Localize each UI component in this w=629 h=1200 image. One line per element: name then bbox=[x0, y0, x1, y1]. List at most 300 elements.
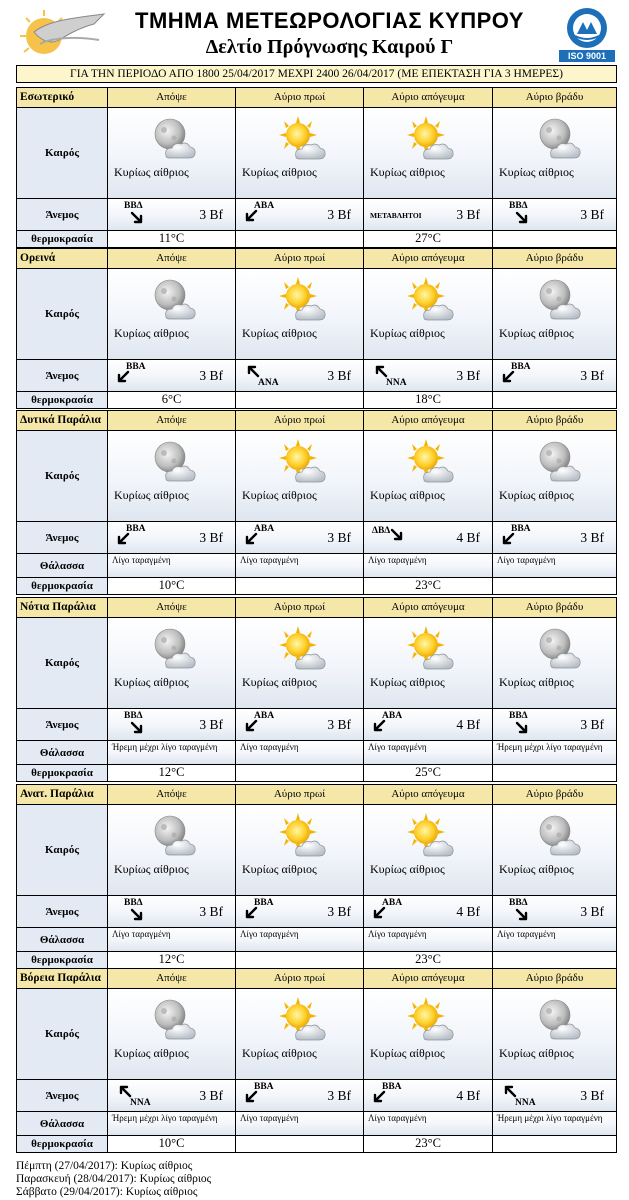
wind-arrow-icon bbox=[130, 721, 146, 737]
temperature-value: 23°C bbox=[415, 1136, 441, 1150]
sea-state: Λίγο ταραγμένη bbox=[368, 929, 427, 939]
sea-state: Λίγο ταραγμένη bbox=[497, 555, 556, 565]
wind-row bbox=[17, 709, 616, 741]
wind-force: 4 Bf bbox=[456, 717, 480, 732]
wind-arrow-icon bbox=[499, 532, 515, 548]
wind-force: 3 Bf bbox=[327, 530, 351, 545]
temperature-cell bbox=[108, 1136, 236, 1152]
wind-direction: ΔΒΔ bbox=[372, 526, 391, 536]
wind-force: 3 Bf bbox=[199, 717, 223, 732]
sea-cell bbox=[364, 741, 493, 764]
wind-force: 3 Bf bbox=[327, 904, 351, 919]
wind-cell bbox=[236, 522, 364, 553]
wind-force: 3 Bf bbox=[327, 207, 351, 222]
temperature-cell bbox=[108, 952, 236, 968]
weather-label: Καιρός bbox=[17, 989, 108, 1079]
wind-cell bbox=[108, 360, 236, 391]
wind-force: 3 Bf bbox=[580, 530, 604, 545]
weather-row bbox=[17, 805, 616, 896]
temperature-cell bbox=[493, 231, 616, 247]
weather-cell bbox=[364, 989, 493, 1079]
wind-cell bbox=[364, 709, 493, 740]
wind-direction: ΒΒΑ bbox=[126, 362, 146, 372]
forecast-period: ΓΙΑ ΤΗΝ ΠΕΡΙΟΔΟ ΑΠΟ 1800 25/04/2017 ΜΕΧΡΙ 2400 26/04/2017 (ΜΕ ΕΠΕΚΤΑΣΗ ΓΙΑ 3 ΗΜΕΡΕΣ) bbox=[16, 65, 617, 83]
sea-row bbox=[17, 928, 616, 952]
wind-cell bbox=[364, 896, 493, 927]
temperature-row bbox=[17, 231, 616, 247]
temperature-value: 18°C bbox=[415, 392, 441, 406]
period-header: Αύριο πρωί bbox=[236, 598, 364, 617]
iso-label: ISO 9001 bbox=[559, 50, 615, 62]
sea-state: Λίγο ταραγμένη bbox=[112, 929, 171, 939]
temperature-row bbox=[17, 952, 616, 968]
weather-cell bbox=[108, 431, 236, 521]
sea-state: Ήρεμη μέχρι λίγο ταραγμένη bbox=[497, 742, 603, 752]
wind-arrow-icon bbox=[370, 906, 386, 922]
sea-cell bbox=[236, 928, 364, 951]
temperature-value: 10°C bbox=[158, 1136, 185, 1150]
temperature-label: θερμοκρασία bbox=[17, 578, 108, 594]
weather-cell bbox=[236, 431, 364, 521]
weather-cell bbox=[364, 431, 493, 521]
temperature-row bbox=[17, 578, 616, 594]
temperature-cell bbox=[108, 765, 236, 781]
outlook-line: Παρασκευή (28/04/2017): Κυρίως αίθριος bbox=[16, 1173, 212, 1185]
wind-arrow-icon bbox=[114, 532, 130, 548]
wind-cell bbox=[364, 1080, 493, 1111]
wind-row bbox=[17, 1080, 616, 1112]
wind-cell bbox=[493, 709, 616, 740]
wind-force: 3 Bf bbox=[456, 207, 480, 222]
weather-text: Κυρίως αίθριος bbox=[499, 675, 574, 689]
section-1 bbox=[16, 248, 617, 409]
weather-text: Κυρίως αίθριος bbox=[370, 326, 445, 340]
temperature-cell bbox=[236, 952, 364, 968]
period-header: Αύριο απόγευμα bbox=[364, 785, 493, 804]
wind-cell bbox=[493, 199, 616, 230]
wind-cell bbox=[108, 896, 236, 927]
temperature-value: 27°C bbox=[415, 231, 441, 245]
wind-arrow-icon bbox=[242, 1090, 258, 1106]
wind-cell bbox=[108, 199, 236, 230]
weather-text: Κυρίως αίθριος bbox=[370, 165, 445, 179]
wind-label: Άνεμος bbox=[17, 1080, 108, 1111]
temperature-value: 6°C bbox=[161, 392, 182, 406]
wind-arrow-icon bbox=[499, 370, 515, 386]
wind-arrow-icon bbox=[370, 719, 386, 735]
temperature-cell bbox=[364, 578, 493, 594]
weather-text: Κυρίως αίθριος bbox=[499, 1046, 574, 1060]
wind-arrow-icon bbox=[515, 908, 531, 924]
sea-state: Λίγο ταραγμένη bbox=[497, 929, 556, 939]
temperature-cell bbox=[108, 231, 236, 247]
sea-cell bbox=[108, 1112, 236, 1135]
sea-state: Ήρεμη μέχρι λίγο ταραγμένη bbox=[112, 742, 218, 752]
weather-text: Κυρίως αίθριος bbox=[370, 1046, 445, 1060]
wind-direction: ΒΒΔ bbox=[124, 898, 143, 908]
section-header-row bbox=[17, 249, 616, 269]
section-3 bbox=[16, 597, 617, 782]
region-name: Ορεινά bbox=[17, 249, 108, 268]
wind-direction: ΑΝΑ bbox=[258, 378, 279, 388]
wind-force: 4 Bf bbox=[456, 904, 480, 919]
weather-cell bbox=[493, 269, 616, 359]
wind-cell bbox=[364, 522, 493, 553]
period-header: Αύριο βράδυ bbox=[525, 252, 584, 264]
temperature-cell bbox=[236, 231, 364, 247]
wind-direction: ΒΒΑ bbox=[254, 1082, 274, 1092]
wind-force: 3 Bf bbox=[580, 904, 604, 919]
weather-cell bbox=[236, 618, 364, 708]
wind-force: 3 Bf bbox=[199, 368, 223, 383]
weather-label: Καιρός bbox=[17, 269, 108, 359]
section-4 bbox=[16, 784, 617, 969]
sea-cell bbox=[236, 554, 364, 577]
temperature-cell bbox=[364, 231, 493, 247]
wind-cell bbox=[364, 360, 493, 391]
wind-force: 4 Bf bbox=[456, 530, 480, 545]
period-header: Αύριο βράδυ bbox=[525, 972, 584, 984]
wind-direction: ΒΒΔ bbox=[509, 898, 528, 908]
sea-cell bbox=[364, 554, 493, 577]
wind-direction: ΑΒΑ bbox=[382, 711, 403, 721]
sea-state: Ήρεμη μέχρι λίγο ταραγμένη bbox=[112, 1113, 218, 1123]
weather-text: Κυρίως αίθριος bbox=[242, 165, 317, 179]
region-name: Εσωτερικό bbox=[17, 88, 108, 107]
temperature-label: θερμοκρασία bbox=[17, 952, 108, 968]
period-header: Αύριο πρωί bbox=[236, 785, 364, 804]
region-name: Βόρεια Παράλια bbox=[17, 969, 108, 988]
sea-state: Λίγο ταραγμένη bbox=[240, 742, 299, 752]
wind-arrow-icon bbox=[515, 721, 531, 737]
weather-cell bbox=[108, 618, 236, 708]
page-title: ΤΜΗΜΑ ΜΕΤΕΩΡΟΛΟΓΙΑΣ ΚΥΠΡΟΥ bbox=[135, 8, 524, 33]
wind-direction: ΒΒΑ bbox=[511, 524, 531, 534]
weather-text: Κυρίως αίθριος bbox=[114, 675, 189, 689]
weather-cell bbox=[493, 618, 616, 708]
period-header: Αύριο βράδυ bbox=[525, 91, 584, 103]
weather-text: Κυρίως αίθριος bbox=[242, 675, 317, 689]
temperature-label: θερμοκρασία bbox=[17, 1136, 108, 1152]
wind-force: 3 Bf bbox=[327, 717, 351, 732]
wind-cell bbox=[236, 709, 364, 740]
wind-arrow-icon bbox=[370, 1090, 386, 1106]
period-header: Απόψε bbox=[108, 969, 236, 988]
region-name: Νότια Παράλια bbox=[17, 598, 108, 617]
wind-cell bbox=[493, 522, 616, 553]
wind-direction: ΑΒΑ bbox=[382, 898, 403, 908]
period-header: Αύριο βράδυ bbox=[525, 788, 584, 800]
wind-cell bbox=[108, 709, 236, 740]
sea-state: Λίγο ταραγμένη bbox=[368, 555, 427, 565]
sea-state: Λίγο ταραγμένη bbox=[240, 929, 299, 939]
temperature-cell bbox=[493, 765, 616, 781]
wind-direction: ΒΒΔ bbox=[124, 201, 143, 211]
sea-state: Λίγο ταραγμένη bbox=[368, 1113, 427, 1123]
wind-direction: ΝΝΑ bbox=[130, 1098, 151, 1108]
wind-row bbox=[17, 896, 616, 928]
section-header-row bbox=[17, 598, 616, 618]
wind-force: 3 Bf bbox=[580, 717, 604, 732]
weather-cell bbox=[108, 989, 236, 1079]
period-header: Απόψε bbox=[108, 249, 236, 268]
wind-cell bbox=[108, 1080, 236, 1111]
weather-text: Κυρίως αίθριος bbox=[499, 862, 574, 876]
weather-text: Κυρίως αίθριος bbox=[114, 1046, 189, 1060]
sea-cell bbox=[108, 928, 236, 951]
region-name: Ανατ. Παράλια bbox=[17, 785, 108, 804]
weather-cell bbox=[236, 989, 364, 1079]
wind-label: Άνεμος bbox=[17, 896, 108, 927]
period-header: Αύριο πρωί bbox=[236, 88, 364, 107]
weather-cell bbox=[236, 108, 364, 198]
sea-state: Λίγο ταραγμένη bbox=[112, 555, 171, 565]
wind-direction: ΑΒΑ bbox=[254, 524, 275, 534]
sea-cell bbox=[108, 554, 236, 577]
period-header: Αύριο πρωί bbox=[236, 249, 364, 268]
temperature-value: 12°C bbox=[158, 952, 185, 966]
wind-direction: ΒΒΔ bbox=[124, 711, 143, 721]
wind-direction: ΒΒΑ bbox=[382, 1082, 402, 1092]
section-header-row bbox=[17, 969, 616, 989]
iso-logo bbox=[553, 6, 621, 62]
weather-text: Κυρίως αίθριος bbox=[499, 165, 574, 179]
section-0 bbox=[16, 87, 617, 248]
weather-text: Κυρίως αίθριος bbox=[370, 488, 445, 502]
sea-cell bbox=[236, 741, 364, 764]
weather-cell bbox=[493, 431, 616, 521]
wind-cell bbox=[236, 360, 364, 391]
wind-arrow-icon bbox=[372, 362, 388, 378]
weather-cell bbox=[236, 805, 364, 895]
wind-force: 4 Bf bbox=[456, 1088, 480, 1103]
weather-text: Κυρίως αίθριος bbox=[242, 862, 317, 876]
page-subtitle: Δελτίο Πρόγνωσης Καιρού Γ bbox=[205, 36, 454, 58]
wind-direction: ΝΝΑ bbox=[515, 1098, 536, 1108]
wind-direction: ΝΝΑ bbox=[386, 378, 407, 388]
temperature-cell bbox=[236, 1136, 364, 1152]
period-header: Απόψε bbox=[108, 785, 236, 804]
header bbox=[0, 0, 629, 62]
weather-cell bbox=[364, 108, 493, 198]
weather-row bbox=[17, 618, 616, 709]
weather-cell bbox=[108, 805, 236, 895]
temperature-label: θερμοκρασία bbox=[17, 392, 108, 408]
temperature-cell bbox=[236, 578, 364, 594]
temperature-cell bbox=[236, 392, 364, 408]
weather-label: Καιρός bbox=[17, 618, 108, 708]
outlook-line: Σάββατο (29/04/2017): Κυρίως αίθριος bbox=[16, 1186, 198, 1198]
temperature-cell bbox=[493, 392, 616, 408]
temperature-cell bbox=[493, 578, 616, 594]
wind-arrow-icon bbox=[130, 908, 146, 924]
wind-cell bbox=[493, 1080, 616, 1111]
temperature-cell bbox=[364, 1136, 493, 1152]
sea-cell bbox=[493, 554, 616, 577]
wind-label: Άνεμος bbox=[17, 360, 108, 391]
wind-cell bbox=[364, 199, 493, 230]
weather-row bbox=[17, 108, 616, 199]
period-header: Απόψε bbox=[108, 598, 236, 617]
wind-row bbox=[17, 360, 616, 392]
temperature-cell bbox=[108, 392, 236, 408]
sea-cell bbox=[108, 741, 236, 764]
wind-arrow-icon bbox=[242, 532, 258, 548]
weather-cell bbox=[493, 989, 616, 1079]
wind-force: 3 Bf bbox=[199, 1088, 223, 1103]
sea-cell bbox=[493, 928, 616, 951]
wind-arrow-icon bbox=[116, 1082, 132, 1098]
wind-direction: ΒΒΔ bbox=[509, 201, 528, 211]
wind-row bbox=[17, 199, 616, 231]
temperature-label: θερμοκρασία bbox=[17, 231, 108, 247]
temperature-cell bbox=[493, 952, 616, 968]
wind-force: 3 Bf bbox=[580, 207, 604, 222]
wind-arrow-icon bbox=[114, 370, 130, 386]
temperature-value: 25°C bbox=[415, 765, 441, 779]
section-header-row bbox=[17, 411, 616, 431]
weather-text: Κυρίως αίθριος bbox=[114, 165, 189, 179]
sea-cell bbox=[236, 1112, 364, 1135]
weather-text: Κυρίως αίθριος bbox=[499, 488, 574, 502]
sea-label: Θάλασσα bbox=[17, 554, 108, 577]
sea-label: Θάλασσα bbox=[17, 1112, 108, 1135]
wind-cell bbox=[236, 896, 364, 927]
temperature-row bbox=[17, 1136, 616, 1152]
temperature-cell bbox=[236, 765, 364, 781]
weather-cell bbox=[108, 269, 236, 359]
weather-cell bbox=[493, 805, 616, 895]
weather-text: Κυρίως αίθριος bbox=[242, 488, 317, 502]
weather-cell bbox=[364, 269, 493, 359]
wind-cell bbox=[493, 896, 616, 927]
period-header: Αύριο πρωί bbox=[236, 969, 364, 988]
wind-direction: ΒΒΑ bbox=[254, 898, 274, 908]
sea-cell bbox=[364, 1112, 493, 1135]
weather-cell bbox=[493, 108, 616, 198]
temperature-cell bbox=[364, 392, 493, 408]
period-header: Αύριο απόγευμα bbox=[364, 88, 493, 107]
iso-seal-icon bbox=[553, 6, 621, 50]
weather-label: Καιρός bbox=[17, 805, 108, 895]
period-header: Απόψε bbox=[108, 411, 236, 430]
temperature-value: 10°C bbox=[158, 578, 185, 592]
section-header-row bbox=[17, 785, 616, 805]
wind-arrow-icon bbox=[242, 209, 258, 225]
weather-cell bbox=[236, 269, 364, 359]
weather-row bbox=[17, 431, 616, 522]
wind-arrow-icon bbox=[242, 906, 258, 922]
weather-row bbox=[17, 989, 616, 1080]
wind-arrow-icon bbox=[501, 1082, 517, 1098]
weather-text: Κυρίως αίθριος bbox=[370, 862, 445, 876]
wind-force: 3 Bf bbox=[580, 1088, 604, 1103]
wind-direction: ΑΒΑ bbox=[254, 201, 275, 211]
wind-arrow-icon bbox=[130, 211, 146, 227]
sea-state: Ήρεμη μέχρι λίγο ταραγμένη bbox=[497, 1113, 603, 1123]
temperature-row bbox=[17, 765, 616, 781]
period-header: Αύριο βράδυ bbox=[525, 601, 584, 613]
temperature-label: θερμοκρασία bbox=[17, 765, 108, 781]
weather-text: Κυρίως αίθριος bbox=[114, 862, 189, 876]
temperature-row bbox=[17, 392, 616, 408]
sea-row bbox=[17, 554, 616, 578]
period-header: Αύριο πρωί bbox=[236, 411, 364, 430]
temperature-cell bbox=[364, 765, 493, 781]
wind-direction: ΜΕΤΑΒΛΗΤΟΙ bbox=[370, 211, 422, 220]
temperature-value: 11°C bbox=[158, 231, 185, 245]
weather-text: Κυρίως αίθριος bbox=[499, 326, 574, 340]
wind-cell bbox=[108, 522, 236, 553]
wind-direction: ΑΒΑ bbox=[254, 711, 275, 721]
wind-direction: ΒΒΑ bbox=[511, 362, 531, 372]
wind-direction: ΒΒΔ bbox=[509, 711, 528, 721]
sea-state: Λίγο ταραγμένη bbox=[240, 1113, 299, 1123]
weather-row bbox=[17, 269, 616, 360]
period-header: Αύριο απόγευμα bbox=[364, 598, 493, 617]
sea-row bbox=[17, 741, 616, 765]
sea-label: Θάλασσα bbox=[17, 741, 108, 764]
temperature-value: 23°C bbox=[415, 952, 441, 966]
temperature-cell bbox=[108, 578, 236, 594]
period-header: Αύριο απόγευμα bbox=[364, 249, 493, 268]
wind-force: 3 Bf bbox=[327, 1088, 351, 1103]
outlook-line: Πέμπτη (27/04/2017): Κυρίως αίθριος bbox=[16, 1160, 193, 1172]
wind-arrow-icon bbox=[390, 528, 406, 544]
section-header-row bbox=[17, 88, 616, 108]
wind-arrow-icon bbox=[244, 362, 260, 378]
wind-row bbox=[17, 522, 616, 554]
wind-force: 3 Bf bbox=[327, 368, 351, 383]
temperature-cell bbox=[493, 1136, 616, 1152]
wind-label: Άνεμος bbox=[17, 709, 108, 740]
temperature-value: 23°C bbox=[415, 578, 441, 592]
sea-cell bbox=[493, 1112, 616, 1135]
period-header: Αύριο απόγευμα bbox=[364, 411, 493, 430]
wind-force: 3 Bf bbox=[199, 530, 223, 545]
wind-force: 3 Bf bbox=[580, 368, 604, 383]
region-name: Δυτικά Παράλια bbox=[17, 411, 108, 430]
temperature-cell bbox=[364, 952, 493, 968]
wind-force: 3 Bf bbox=[456, 368, 480, 383]
weather-text: Κυρίως αίθριος bbox=[114, 326, 189, 340]
weather-cell bbox=[364, 618, 493, 708]
weather-cell bbox=[364, 805, 493, 895]
period-header: Αύριο απόγευμα bbox=[364, 969, 493, 988]
weather-text: Κυρίως αίθριος bbox=[242, 326, 317, 340]
sea-cell bbox=[364, 928, 493, 951]
wind-label: Άνεμος bbox=[17, 199, 108, 230]
section-5 bbox=[16, 968, 617, 1153]
cyprus-sun-logo-icon bbox=[4, 6, 112, 56]
sea-label: Θάλασσα bbox=[17, 928, 108, 951]
period-header: Απόψε bbox=[108, 88, 236, 107]
wind-cell bbox=[236, 199, 364, 230]
sea-cell bbox=[493, 741, 616, 764]
wind-label: Άνεμος bbox=[17, 522, 108, 553]
wind-force: 3 Bf bbox=[199, 904, 223, 919]
weather-text: Κυρίως αίθριος bbox=[242, 1046, 317, 1060]
wind-cell bbox=[493, 360, 616, 391]
temperature-value: 12°C bbox=[158, 765, 185, 779]
section-2 bbox=[16, 410, 617, 595]
weather-label: Καιρός bbox=[17, 431, 108, 521]
wind-arrow-icon bbox=[515, 211, 531, 227]
weather-text: Κυρίως αίθριος bbox=[370, 675, 445, 689]
sea-state: Λίγο ταραγμένη bbox=[368, 742, 427, 752]
sea-row bbox=[17, 1112, 616, 1136]
weather-cell bbox=[108, 108, 236, 198]
